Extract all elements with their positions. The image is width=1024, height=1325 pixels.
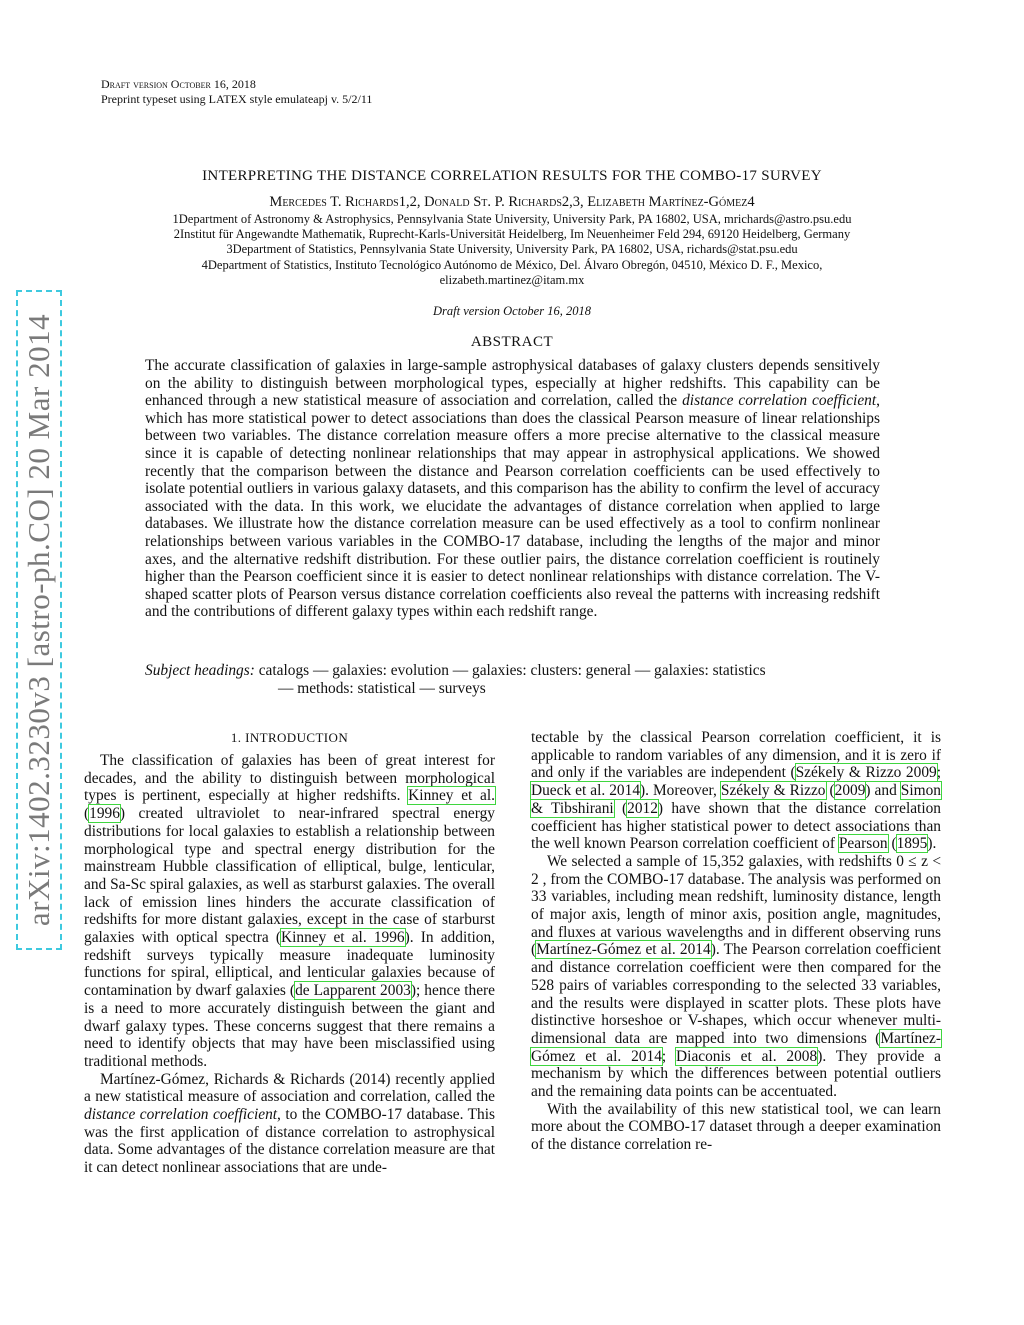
abstract-body [145,357,880,621]
citation-link[interactable]: Martínez-Gómez et al. 2014 [531,1029,941,1065]
citation-link[interactable]: 2012 [627,799,658,817]
abstract-text-cont: , which has more statistical power to detect associations than does the classical Pearson measure of linear relationships between two variables. The distance correlation measure offers a more precise alternative to the classical measure since it is capable of detecting nonlinear relationships that may appear in astrophysical applications. We showed recently that the comparison between the distance and Pearson correlation coefficients can be used effectively to isolate potential outliers in various galaxy datasets, and this comparison has the ability to confirm the level of accuracy associated with the data. In this work, we elucidate the advantages of distance correlation when applied to large databases. We illustrate how the distance correlation measure can be used effectively as a tool to confirm nonlinear relationships between various variables in the COMBO-17 database, including the lengths of the major and minor axes, and the alternative redshift distribution. For these outlier pairs, the distance correlation coefficient is routinely higher than the Pearson coefficient since it is easier to detect nonlinear relationships with distance correlation. The V-shaped scatter plots of Pearson versus distance correlation coefficients also reveal the patterns with increasing redshift and the contributions of different galaxy types within each redshift range. [145,392,880,621]
citation-link[interactable]: 1996 [89,805,120,823]
running-header-preprint: Preprint typeset using LATEX style emulateapj v. 5/2/11 [101,92,373,106]
abstract-heading: ABSTRACT [470,334,554,350]
citation-link[interactable]: Diaconis et al. 2008 [676,1047,818,1065]
subject-label: Subject headings: [145,662,255,679]
citation-link[interactable]: Pearson [838,835,888,853]
affiliation-4-email: elizabeth.martinez@itam.mx [439,272,585,287]
citation-link[interactable]: 2009 [834,782,866,800]
citation-link[interactable]: 1895 [896,835,928,853]
affiliation-1: 1Department of Astronomy & Astrophysics, Pennsylvania State University, University Park, PA 16802, USA, mrichards@astro.psu.edu [172,212,852,226]
citation-link[interactable]: Székely & Rizzo [720,782,826,800]
citation-link[interactable]: Székely & Rizzo 2009 [795,764,937,782]
subject-line-1: catalogs — galaxies: evolution — galaxies: clusters: general — galaxies: statistics [258,662,766,679]
intro-paragraph-3: We selected a sample of 15,352 galaxies, with redshifts 0 ≤ z < 2 , from the COMBO-17 database. The analysis was performed on 33 variables, including mean redshift, luminosity distance, length of major axis, length of minor axis, position angle, magnitudes, and fluxes at various wavelengths and in different observing runs (Martínez-Gómez et al. 2014). The Pearson correlation coefficient and distance correlation coefficient were then compared for the 528 pairs of variables corresponding to the selected 33 variables, and the results were displayed in scatter plots. These plots have distinctive horseshoe or V-shapes, which occur whenever multi-dimensional data are mapped into two dimensions (Martínez-Gómez et al. 2014; Diaconis et al. 2008). They provide a mechanism by which the differences between potential outliers and the remaining data points can be accentuated. [531,852,941,1101]
column-left [84,752,495,1177]
arxiv-stamp[interactable] [16,290,62,950]
subject-headings [145,662,880,697]
intro-paragraph-2-cont: tectable by the classical Pearson correlation coefficient, it is applicable to random variables of any dimension, and it is zero if and only if the variables are independent (Székely & Rizzo 2009; Dueck et al. 2014). Moreover, Székely & Rizzo (2009) and Simon & Tibshirani (2012) have shown that the distance correlation coefficient has higher statistical power to detect associations than the well known Pearson correlation coefficient of Pearson (1895). [531,729,941,853]
section-heading-introduction: 1. INTRODUCTION [230,730,349,745]
citation-link[interactable]: Kinney et al. [408,787,495,805]
arxiv-identifier[interactable]: arXiv:1402.3230v3 [astro-ph.CO] 20 Mar 2014 [21,313,56,927]
running-header-draft: Draft version October 16, 2018 [101,77,256,91]
draft-date: Draft version October 16, 2018 [433,304,591,318]
affiliation-3: 3Department of Statistics, Pennsylvania State University, University Park, PA 16802, USA, richards@stat.psu.edu [226,242,798,257]
column-right [531,729,941,1154]
citation-link[interactable]: Kinney et al. 1996 [281,929,405,947]
citation-link[interactable]: Martínez-Gómez et al. 2014 [536,941,711,959]
citation-link[interactable]: Dueck et al. 2014 [531,782,641,800]
paper-title: INTERPRETING THE DISTANCE CORRELATION RESULTS FOR THE COMBO-17 SURVEY [202,168,822,184]
subject-line-2: — methods: statistical — surveys [278,679,486,697]
intro-paragraph-1: The classification of galaxies has been of great interest for decades, and the ability to distinguish between morphological types is pertinent, especially at higher redshifts. Kinney et al. (1996) created ultraviolet to near-infrared spectral energy distributions for local galaxies to establish a relationship between morphological type and spectral energy distribution for the mainstream Hubble classification of elliptical, bulge, lenticular, and Sa-Sc spiral galaxies, as well as starburst galaxies. The overall lack of emission lines hinders the accurate classification of redshifts for more distant galaxies, except in the case of starburst galaxies with optical spectra (Kinney et al. 1996). In addition, redshift surveys typically measure inadequate luminosity functions for spiral, elliptical, and lenticular galaxies because of contamination by dwarf galaxies (de Lapparent 2003); hence there is a need to more accurately distinguish between the giant and dwarf galaxy types. These concerns suggest that there remains a need to identify objects that may have been misclassified using traditional methods. [84,752,496,1070]
citation-link[interactable]: de Lapparent 2003 [295,982,411,1000]
affiliation-2: 2Institut für Angewandte Mathematik, Ruprecht-Karls-Universität Heidelberg, Im Neuenheimer Feld 294, 69120 Heidelberg, Germany [173,227,851,242]
affiliation-4: 4Department of Statistics, Instituto Tecnológico Autónomo de México, Del. Álvaro Obregón, 04510, México D. F., Mexico, [201,257,823,272]
affiliations [60,212,964,288]
citation-link[interactable]: Simon & Tibshirani [531,782,941,817]
abstract-text: The accurate classification of galaxies in large-sample astrophysical databases of galaxy clusters depends sensitively on the ability to distinguish between morphological types, especially at higher redshifts. This capability can be enhanced through a new statistical measure of association and correlation, called the [145,357,880,410]
intro-paragraph-2: Martínez-Gómez, Richards & Richards (2014) recently applied a new statistical measure of association and correlation, called the distance correlation coefficient, to the COMBO-17 database. This was the first application of distance correlation to astrophysical data. Some advantages of the distance correlation measure are that it can detect nonlinear associations that are unde- [84,1070,495,1177]
author-list: Mercedes T. Richards1,2, Donald St. P. Richards2,3, Elizabeth Martínez-Gómez4 [269,194,755,210]
abstract-emphasis: distance correlation coefficient [682,392,877,410]
intro-paragraph-4: With the availability of this new statistical tool, we can learn more about the COMBO-17 dataset through a deeper examination of the distance correlation re- [531,1100,941,1154]
